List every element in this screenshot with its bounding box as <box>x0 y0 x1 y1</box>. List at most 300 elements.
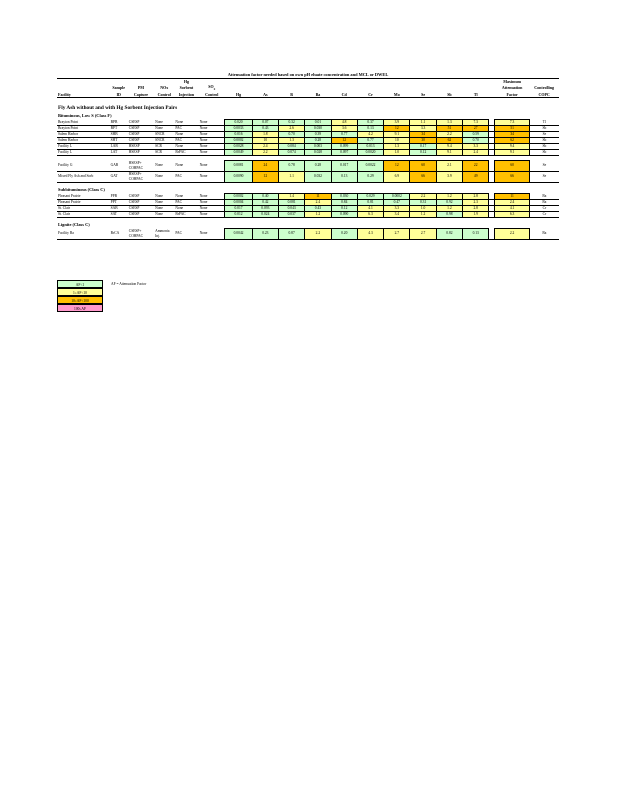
legend-swatch: 1≤AF<10 <box>57 288 103 296</box>
af-value-cr: 0.013 <box>357 143 383 149</box>
group-subbituminous-label: Subbituminous (Class C) <box>58 187 105 193</box>
table-row <box>57 171 559 182</box>
af-value-hg: 0.020 <box>225 119 252 125</box>
af-value-ba: 0.030 <box>305 125 331 131</box>
column-header: NOx <box>160 85 169 91</box>
hg-sorbent-cell: None <box>174 131 198 137</box>
af-value-ba: 0.39 <box>305 131 331 137</box>
copc-cell: Ba <box>529 228 559 239</box>
af-value-sb: 9.1 <box>436 149 462 155</box>
af-value-ba: 0.28 <box>305 137 331 143</box>
legend-item <box>57 280 237 288</box>
af-value-se: 0.31 <box>410 199 436 205</box>
af-value-mo: 3.4 <box>384 211 410 217</box>
table-row <box>57 160 559 171</box>
af-value-sb: 0.98 <box>436 211 462 217</box>
af-value-sb: 0.92 <box>436 199 462 205</box>
max-af-cell: 9.1 <box>495 149 529 155</box>
af-value-hg: 0.0028 <box>225 143 252 149</box>
column-header: Sample <box>112 85 126 91</box>
table-row <box>57 228 559 239</box>
af-value-b: 1.4 <box>278 193 304 199</box>
pm-capture-cell-line: CSESP+ <box>128 228 142 233</box>
so2-subscript: 2 <box>213 86 216 91</box>
af-value-hg: 0.0090 <box>225 171 252 182</box>
pm-capture-cell <box>128 171 154 182</box>
af-value-hg: 0.0042 <box>225 228 252 239</box>
af-value-ba: 0.01 <box>305 119 331 125</box>
af-value-as: 2.4 <box>252 143 278 149</box>
nox-control-cell: SCR <box>154 143 174 149</box>
sample-id-cell: SHT <box>110 137 128 143</box>
af-value-tl: 2.8 <box>463 193 489 199</box>
af-value-cr: 0.13 <box>357 125 383 131</box>
so2-control-cell: None <box>199 149 225 155</box>
max-af-cell: 4.1 <box>495 205 529 211</box>
max-af-cell: 2.2 <box>495 228 529 239</box>
af-value-se: 0.17 <box>410 143 436 149</box>
pm-capture-cell-line: COHPAC <box>128 176 144 181</box>
nox-control-cell: None <box>154 171 174 182</box>
af-value-ba: 0.28 <box>305 160 331 171</box>
pm-capture-cell: CSESP <box>128 211 154 217</box>
af-value-as: 0.23 <box>252 228 278 239</box>
pm-capture-cell: CSESP <box>128 193 154 199</box>
copc-cell: Se <box>529 171 559 182</box>
so2-control-cell: None <box>199 160 225 171</box>
sample-id-cell: GAT <box>110 171 128 182</box>
af-value-se: 1.1 <box>410 119 436 125</box>
column-header: Sorbent <box>179 85 194 91</box>
copc-cell: Ba <box>529 199 559 205</box>
af-value-cr: 0.029 <box>357 193 383 199</box>
facility-cell: Brayton Point <box>57 125 110 131</box>
af-value-cr: 0.37 <box>357 119 383 125</box>
af-value-cr: 6.3 <box>357 211 383 217</box>
af-value-mo: 12 <box>384 125 410 131</box>
column-header: Maximum <box>503 79 521 84</box>
af-value-cd: 0.12 <box>331 205 357 211</box>
hg-sorbent-cell: None <box>174 205 198 211</box>
sample-id-cell: BrCA <box>110 228 128 239</box>
af-value-b: 0.037 <box>278 211 304 217</box>
column-header <box>278 84 304 92</box>
af-value-mo: 3.3 <box>384 205 410 211</box>
max-af-cell: 2.4 <box>495 199 529 205</box>
af-value-mo: 10 <box>384 137 410 143</box>
attenuation-sheet <box>57 70 559 240</box>
pm-capture-cell: CSESP <box>128 119 154 125</box>
af-value-ba: 2.4 <box>305 199 331 205</box>
column-header <box>331 84 357 92</box>
af-value-as: 0.024 <box>252 211 278 217</box>
nox-control-cell: None <box>154 125 174 131</box>
af-value-cd: 0.030 <box>331 193 357 199</box>
pm-capture-cell: HSESP <box>128 149 154 155</box>
af-value-mo: 2.7 <box>384 228 410 239</box>
af-value-b: 1.3 <box>278 137 304 143</box>
max-af-cell: 62 <box>495 137 529 143</box>
af-value-hg: 0.012 <box>225 211 252 217</box>
af-value-ba: 0.003 <box>305 143 331 149</box>
legend-swatch: AF<1 <box>57 280 103 288</box>
copc-cell: Sb <box>529 125 559 131</box>
legend-item <box>57 304 237 312</box>
so2-control-cell: None <box>199 205 225 211</box>
hg-sorbent-cell: None <box>174 160 198 171</box>
af-value-tl: 3.3 <box>463 143 489 149</box>
sample-id-cell: SAT <box>110 211 128 217</box>
sample-id-cell: BPT <box>110 125 128 131</box>
header-row <box>57 84 559 92</box>
pm-capture-cell: CSESP <box>128 199 154 205</box>
af-value-ba: 0.032 <box>305 171 331 182</box>
so2-control-cell: None <box>199 143 225 149</box>
af-value-hg: 0.017 <box>225 205 252 211</box>
section-title-label: Fly Ash without and with Hg Sorbent Injection Pairs <box>58 104 178 111</box>
af-value-cr: 0.0020 <box>357 149 383 155</box>
hg-sorbent-cell: None <box>174 143 198 149</box>
af-value-ba: 2.2 <box>305 228 331 239</box>
af-value-as: 2.2 <box>252 149 278 155</box>
af-value-cr: 4.2 <box>357 131 383 137</box>
af-value-cr: 0.77 <box>357 137 383 143</box>
legend <box>57 280 237 312</box>
column-header <box>410 84 436 92</box>
nox-control-cell: SCR <box>154 149 174 155</box>
hg-sorbent-cell: PAC <box>174 125 198 131</box>
legend-swatch: 10≤AF<100 <box>57 296 103 304</box>
af-value-ba: 0.43 <box>305 205 331 211</box>
af-value-tl: 2.4 <box>463 149 489 155</box>
af-value-cd: 0.84 <box>331 199 357 205</box>
af-value-as: 1.8 <box>252 131 278 137</box>
nox-control-cell: None <box>154 199 174 205</box>
pm-capture-cell: CSESP <box>128 131 154 137</box>
af-value-as: 0.43 <box>252 125 278 131</box>
so2-label: SO <box>208 84 214 89</box>
af-value-b: 1.1 <box>278 171 304 182</box>
column-header: PM <box>137 85 145 91</box>
column-header <box>252 84 278 92</box>
af-value-cd: 12 <box>331 137 357 143</box>
copc-cell: Cr <box>529 205 559 211</box>
nox-control-cell: SNCR <box>154 131 174 137</box>
facility-cell: Pleasant Prairie <box>57 199 110 205</box>
pm-capture-cell-line: COHPAC <box>128 165 144 170</box>
af-value-cd: 0.20 <box>331 228 357 239</box>
hg-sorbent-cell: None <box>174 193 198 199</box>
af-value-cd: 0.017 <box>331 160 357 171</box>
af-value-sb: 62 <box>436 137 462 143</box>
af-value-b: 0.074 <box>278 149 304 155</box>
nox-control-cell: None <box>154 211 174 217</box>
sample-id-cell: GAB <box>110 160 128 171</box>
column-header: Capture <box>128 92 154 98</box>
hg-sorbent-cell: BrPAC <box>174 149 198 155</box>
af-value-mo: 0.0002 <box>384 193 410 199</box>
legend-item <box>57 296 237 304</box>
af-value-as: 0.40 <box>252 193 278 199</box>
facility-cell: Facility L <box>57 143 110 149</box>
column-header: Control <box>199 92 225 98</box>
copc-cell: Sb <box>529 137 559 143</box>
column-header <box>384 84 410 92</box>
af-value-sb: 9.4 <box>436 143 462 149</box>
pm-capture-cell: CSESP <box>128 137 154 143</box>
af-value-cr: 4.1 <box>357 205 383 211</box>
hg-sorbent-cell: PAC <box>174 199 198 205</box>
sample-id-cell: SHB <box>110 131 128 137</box>
facility-cell: Facility Ba <box>57 228 110 239</box>
column-header: Tl <box>463 92 489 98</box>
af-value-se: 34 <box>410 131 436 137</box>
af-value-as: 0.07 <box>252 119 278 125</box>
nox-control-cell: None <box>154 193 174 199</box>
nox-control-cell: SNCR <box>154 137 174 143</box>
af-value-mo: 1.0 <box>384 149 410 155</box>
af-value-hg: 0.0002 <box>225 137 252 143</box>
facility-cell: Salem Harbor <box>57 131 110 137</box>
af-value-mo: 1.3 <box>384 143 410 149</box>
nox-control-cell-line: Inj. <box>155 233 160 238</box>
af-value-cd: 0.099 <box>331 143 357 149</box>
pm-capture-cell-line: HSESP+ <box>128 160 142 165</box>
facility-cell: Brayton Point <box>57 119 110 125</box>
column-header: Ba <box>305 92 331 98</box>
af-value-se: 2.7 <box>410 228 436 239</box>
column-header: Cr <box>357 92 383 98</box>
af-value-as: 0.093 <box>252 205 278 211</box>
af-value-sb: 0.82 <box>436 228 462 239</box>
af-value-cd: 0.13 <box>331 171 357 182</box>
copc-cell: Se <box>529 131 559 137</box>
column-header <box>436 84 462 92</box>
af-value-se: 3.3 <box>410 125 436 131</box>
so2-control-cell: None <box>199 119 225 125</box>
nox-control-cell: None <box>154 119 174 125</box>
column-header: As <box>252 92 278 98</box>
pm-capture-cell-line: COHPAC <box>128 233 144 238</box>
column-header <box>463 84 489 92</box>
max-af-cell: 9.4 <box>495 143 529 149</box>
copc-cell: Ba <box>529 193 559 199</box>
af-value-hg: 0.0002 <box>225 193 252 199</box>
nox-control-cell: None <box>154 205 174 211</box>
pm-capture-cell: CSESP <box>128 205 154 211</box>
nox-control-cell: None <box>154 160 174 171</box>
facility-cell: Facility G <box>57 160 110 171</box>
group-bituminous-label: Bituminous, Low S (Class F) <box>58 113 112 119</box>
af-value-ba: 1.2 <box>305 211 331 217</box>
af-value-b: 0.87 <box>278 228 304 239</box>
column-header: Control <box>154 92 174 98</box>
so2-control-cell: None <box>199 131 225 137</box>
sample-id-cell: SAB <box>110 205 128 211</box>
hg-sorbent-cell: None <box>174 119 198 125</box>
copc-cell: Cr <box>529 211 559 217</box>
column-header: Hg <box>225 92 252 98</box>
so2-control-cell: None <box>199 228 225 239</box>
column-header <box>357 84 383 92</box>
hg-sorbent-cell: PAC <box>174 228 198 239</box>
group-lignite-label: Lignite (Class C) <box>58 222 90 228</box>
af-value-sb: 1.2 <box>436 193 462 199</box>
column-header: Cd <box>331 92 357 98</box>
facility-cell: Pleasant Prairie <box>57 193 110 199</box>
sample-id-cell: LAB <box>110 143 128 149</box>
af-value-tl: 49 <box>463 171 489 182</box>
af-value-mo: 0.47 <box>384 199 410 205</box>
column-header: Se <box>410 92 436 98</box>
hg-sorbent-cell: BrPAC <box>174 211 198 217</box>
so2-control-cell: None <box>199 211 225 217</box>
af-value-tl: 2.8 <box>463 205 489 211</box>
af-value-as: 24 <box>252 160 278 171</box>
max-af-cell: 60 <box>495 160 529 171</box>
af-value-as: 10 <box>252 137 278 143</box>
af-value-b: 0.043 <box>278 205 304 211</box>
af-value-sb: 2.1 <box>436 160 462 171</box>
af-value-se: 66 <box>410 171 436 182</box>
copc-cell: Sb <box>529 143 559 149</box>
af-value-cd: 0.090 <box>331 211 357 217</box>
af-value-hg: 0.0049 <box>225 149 252 155</box>
sample-id-cell: PPT <box>110 199 128 205</box>
pm-capture-cell: HSESP <box>128 143 154 149</box>
af-value-se: 2.2 <box>410 193 436 199</box>
af-value-cd: 0.097 <box>331 149 357 155</box>
pm-capture-cell: CSESP <box>128 125 154 131</box>
af-value-se: 60 <box>410 160 436 171</box>
attenuation-table <box>57 70 559 240</box>
af-value-cd: 0.77 <box>331 131 357 137</box>
af-value-cd: 3.6 <box>331 125 357 131</box>
af-value-sb: 3.9 <box>436 171 462 182</box>
af-value-ba: 0.028 <box>305 149 331 155</box>
af-value-mo: 9.1 <box>384 131 410 137</box>
so2-control-cell: None <box>199 137 225 143</box>
facility-cell: St. Clair <box>57 211 110 217</box>
af-value-b: 0.084 <box>278 143 304 149</box>
pm-capture-cell-line: HSESP+ <box>128 172 142 177</box>
af-value-cd: 4.8 <box>331 119 357 125</box>
af-value-tl: 0.13 <box>463 228 489 239</box>
so2-control-cell: None <box>199 193 225 199</box>
nox-control-cell-line: Ammonia <box>155 228 170 233</box>
sample-id-cell: BPB <box>110 119 128 125</box>
af-value-se: 1.2 <box>410 211 436 217</box>
so2-control-cell: None <box>199 199 225 205</box>
copc-cell: Sb <box>529 149 559 155</box>
column-header: B <box>278 92 304 98</box>
column-header: Mo <box>384 92 410 98</box>
hg-sorbent-cell: PAC <box>174 171 198 182</box>
af-value-hg: 0.0081 <box>225 160 252 171</box>
af-value-tl: 0.70 <box>463 137 489 143</box>
max-af-cell: 6.3 <box>495 211 529 217</box>
table-title: Attenuation factor needed based on own pH eluate concentration and MCL or DWEL <box>57 70 559 79</box>
af-value-tl: 7.3 <box>463 119 489 125</box>
legend-swatch: 100≤AF <box>57 304 103 312</box>
af-value-cr: 0.0022 <box>357 160 383 171</box>
af-value-b: 0.78 <box>278 160 304 171</box>
column-header: Injection <box>174 92 198 98</box>
af-value-b: 2.6 <box>278 125 304 131</box>
column-header: ID <box>110 92 128 98</box>
af-value-tl: 2.3 <box>463 199 489 205</box>
copc-cell: Se <box>529 160 559 171</box>
pm-capture-cell <box>128 228 154 239</box>
column-header <box>225 84 252 92</box>
af-value-b: 0.081 <box>278 199 304 205</box>
af-value-cr: 4.3 <box>357 228 383 239</box>
column-header: Attenuation <box>501 85 523 91</box>
af-value-sb: 2.2 <box>436 131 462 137</box>
af-value-cr: 0.29 <box>357 171 383 182</box>
af-value-b: 0.32 <box>278 119 304 125</box>
af-value-se: 30 <box>410 137 436 143</box>
facility-cell: Mixed Fly Ash and Sorb <box>57 171 110 182</box>
max-af-cell: 34 <box>495 131 529 137</box>
af-value-b: 0.70 <box>278 131 304 137</box>
af-value-mo: 3.9 <box>384 119 410 125</box>
hg-sorbent-cell: PAC <box>174 137 198 143</box>
legend-item <box>57 288 237 296</box>
column-header: Hg <box>183 79 189 84</box>
column-header: COPC <box>529 92 559 98</box>
pm-capture-cell <box>128 160 154 171</box>
facility-cell: Facility L <box>57 149 110 155</box>
column-header <box>305 84 331 92</box>
facility-cell: Salem Harbor <box>57 137 110 143</box>
sample-id-cell: PPB <box>110 193 128 199</box>
legend-note: AF = Attenuation Factor <box>111 282 147 286</box>
af-value-se: 0.12 <box>410 149 436 155</box>
nox-control-cell <box>154 228 174 239</box>
copc-cell: Tl <box>529 119 559 125</box>
title-row <box>57 70 559 79</box>
af-value-se: 1.0 <box>410 205 436 211</box>
af-value-tl: 0.59 <box>463 131 489 137</box>
af-value-mo: 12 <box>384 160 410 171</box>
af-value-mo: 6.9 <box>384 171 410 182</box>
column-header <box>199 84 225 92</box>
af-value-tl: 22 <box>463 160 489 171</box>
af-value-cr: 0.81 <box>357 199 383 205</box>
max-af-cell: 51 <box>495 125 529 131</box>
facility-cell: St. Clair <box>57 205 110 211</box>
so2-control-cell: None <box>199 171 225 182</box>
af-value-ba: 11 <box>305 193 331 199</box>
af-value-sb: 51 <box>436 125 462 131</box>
max-af-cell: 11 <box>495 193 529 199</box>
so2-control-cell: None <box>199 125 225 131</box>
column-header: Factor <box>495 92 529 98</box>
column-header <box>57 84 110 92</box>
af-value-sb: 1.2 <box>436 205 462 211</box>
column-header: Facility <box>57 92 110 98</box>
af-value-sb: 1.3 <box>436 119 462 125</box>
max-af-cell: 7.3 <box>495 119 529 125</box>
af-value-tl: 1.9 <box>463 211 489 217</box>
af-value-tl: 27 <box>463 125 489 131</box>
af-value-as: 0.42 <box>252 199 278 205</box>
section-title <box>57 102 559 113</box>
column-header: Sb <box>436 92 462 98</box>
af-value-hg: 0.016 <box>225 131 252 137</box>
af-value-hg: 0.0004 <box>225 199 252 205</box>
